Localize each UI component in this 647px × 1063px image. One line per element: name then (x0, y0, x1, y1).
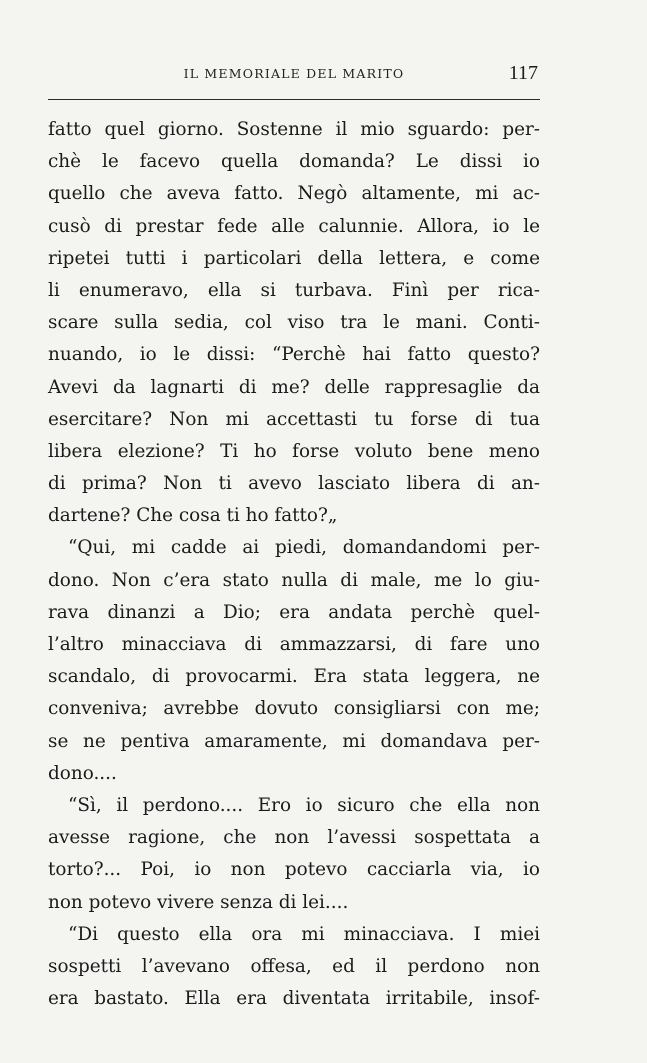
text-line: dartene? Che cosa ti ho fatto?„ (48, 505, 338, 527)
text-line: avesse ragione, che non l’avessi sospettata a (48, 827, 540, 849)
text-line: conveniva; avrebbe dovuto consigliarsi con me; (48, 698, 540, 720)
text-line: se ne pentiva amaramente, mi domandava per- (48, 730, 540, 752)
text-line: esercitare? Non mi accettasti tu forse di tua (48, 408, 540, 430)
text-line: sospetti l’avevano offesa, ed il perdono non (48, 955, 540, 977)
text-line: di prima? Non ti avevo lasciato libera di an- (48, 473, 540, 495)
text-line: l’altro minacciava di ammazzarsi, di fare uno (48, 634, 540, 655)
text-line: ripetei tutti i particolari della lettera, e come (48, 247, 540, 269)
running-head (48, 64, 540, 88)
text-line: era bastato. Ella era diventata irritabile, insof- (48, 988, 540, 1010)
text-line: scandalo, di provocarmi. Era stata leggera, ne (48, 666, 540, 688)
text-line: “Sì, il perdono.... Ero io sicuro che ella non (68, 794, 540, 816)
running-title: IL MEMORIALE DEL MARITO (183, 66, 405, 81)
body-text (48, 114, 540, 1015)
text-line: rava dinanzi a Dio; era andata perchè quel- (48, 601, 540, 623)
text-line: fatto quel giorno. Sostenne il mio sguardo: per- (48, 119, 540, 140)
text-line: dono.... (48, 762, 117, 784)
text-line: scare sulla sedia, col viso tra le mani. Conti- (48, 312, 540, 334)
text-line: libera elezione? Ti ho forse voluto bene meno (48, 440, 540, 462)
text-line: torto?... Poi, io non potevo cacciarla via, io (48, 859, 540, 881)
text-line: chè le facevo quella domanda? Le dissi io (48, 151, 540, 173)
text-line: cusò di prestar fede alle calunnie. Allora, io le (48, 215, 540, 237)
text-line: dono. Non c’era stato nulla di male, me lo giu- (48, 569, 540, 591)
text-line: li enumeravo, ella si turbava. Finì per rica- (48, 279, 540, 301)
text-line: “Di questo ella ora mi minacciava. I miei (68, 923, 540, 945)
header-rule (48, 99, 540, 100)
page-number: 117 (508, 62, 538, 84)
text-line: quello che aveva fatto. Negò altamente, mi ac- (48, 183, 540, 205)
text-line: Avevi da lagnarti di me? delle rappresaglie da (48, 376, 540, 398)
text-line: non potevo vivere senza di lei.... (48, 891, 349, 913)
text-line: “Qui, mi cadde ai piedi, domandandomi per- (68, 537, 540, 559)
text-line: nuando, io le dissi: “Perchè hai fatto questo? (48, 344, 540, 366)
